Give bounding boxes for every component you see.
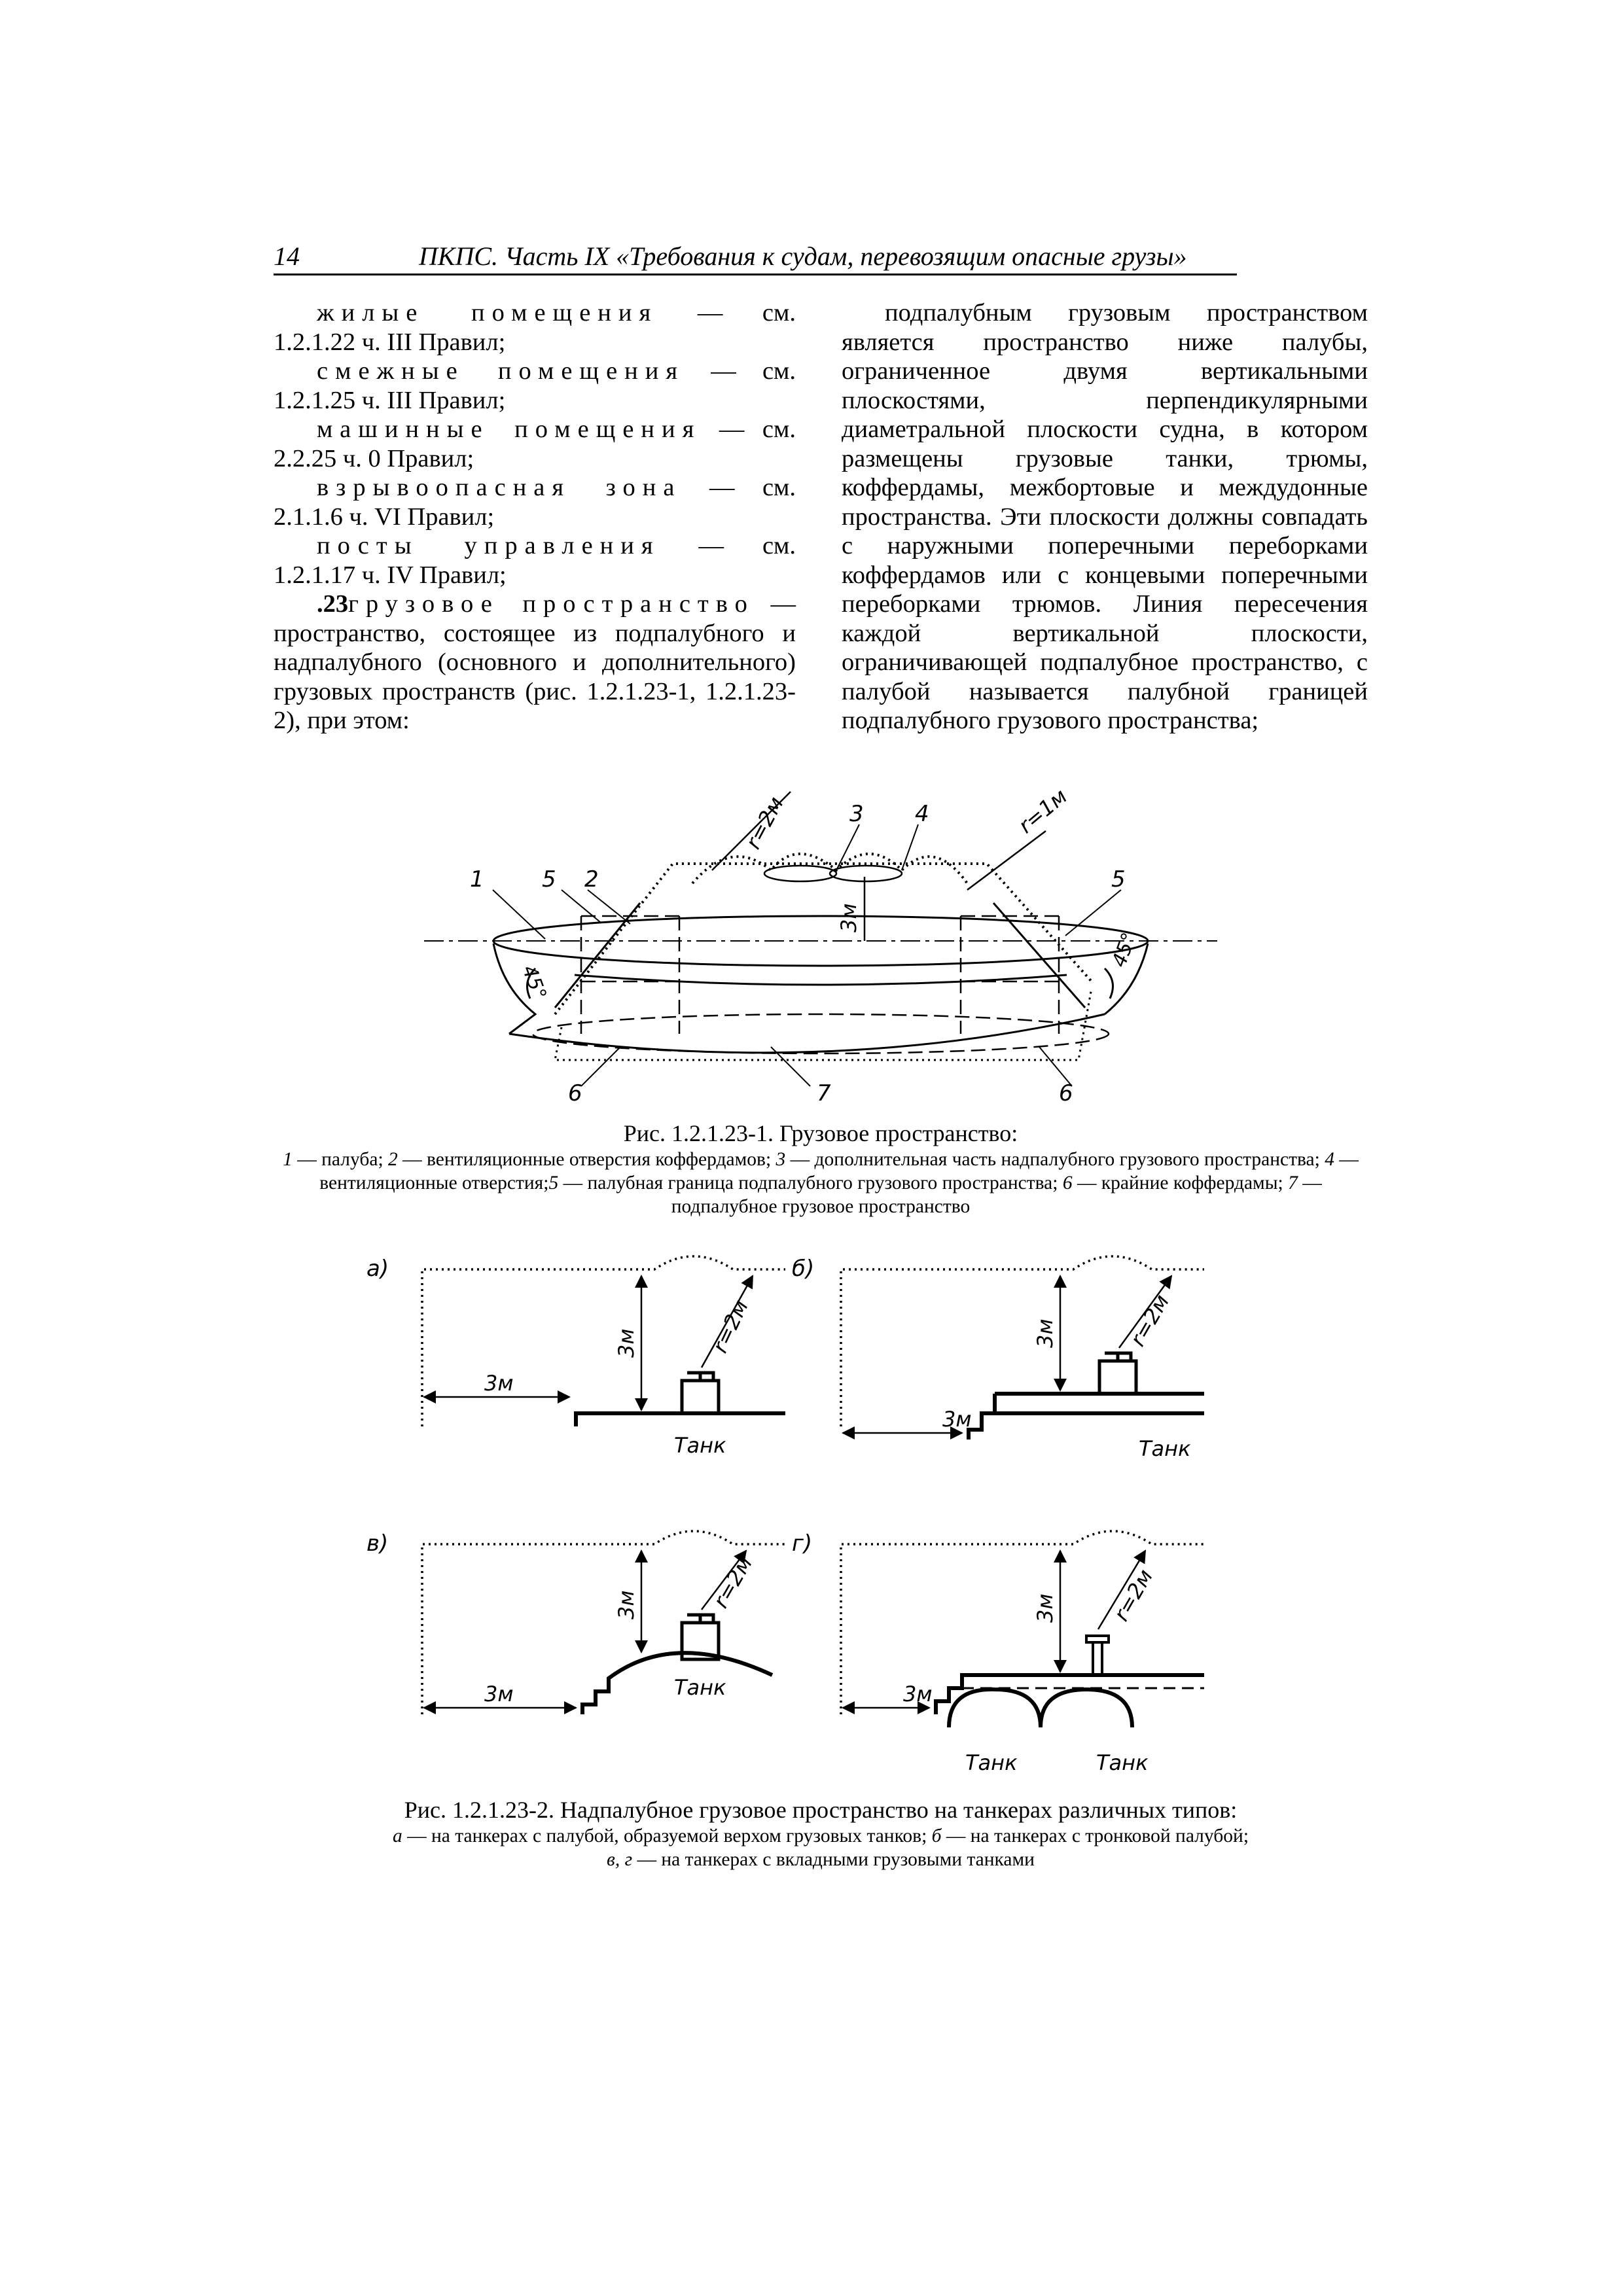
figure2-caption-title: Рис. 1.2.1.23-2. Надпалубное грузовое пространство на танкерах различных типов: — [404, 1797, 1238, 1823]
entry-reference: 1.2.1.22 ч. III Правил; — [274, 328, 506, 356]
panel-d-vent — [1086, 1636, 1109, 1675]
left-column — [274, 298, 796, 735]
vent-disk-left — [764, 866, 836, 881]
angle-label-right: 45° — [1107, 929, 1141, 970]
definition-23 — [274, 590, 796, 735]
panel-d-deck — [936, 1675, 1204, 1714]
header-rule — [274, 274, 1237, 275]
figure2-legend: а — на танкерах с палубой, образуемой верхом грузовых танков; б — на танкерах с тронковой палубой; в, г — на танкерах с вкладными грузовыми танками — [392, 1826, 1249, 1870]
definition-entry: посты управления — см. — [317, 532, 796, 559]
panel-a-tank-box — [682, 1381, 719, 1413]
label-6-right: 6 — [1059, 1080, 1073, 1106]
panel-b-radius-label: r=2м — [1125, 1290, 1175, 1351]
label-4: 4 — [915, 801, 929, 827]
panel-b-tank-box — [1099, 1361, 1136, 1394]
panel-b-letter: б) — [792, 1256, 815, 1282]
entry-term: смежные помещения — [317, 357, 685, 385]
entry-reference: 1.2.1.25 ч. III Правил; — [274, 386, 506, 414]
radius-1m-line — [967, 831, 1046, 890]
panel-d-letter: г) — [792, 1530, 813, 1557]
figure1-caption-title: Рис. 1.2.1.23-1. Грузовое пространство: — [623, 1120, 1018, 1146]
right-column — [842, 298, 1368, 735]
panel-d-distance-label: 3м — [903, 1682, 933, 1706]
panel-b-height-label: 3м — [1033, 1318, 1058, 1348]
panel-a-letter: а) — [366, 1256, 389, 1282]
entry-term: жилые помещения — [317, 299, 658, 327]
figure1-caption — [274, 1119, 1368, 1218]
label-5-right: 5 — [1111, 866, 1126, 892]
panel-a-deck — [576, 1413, 785, 1426]
figure1-legend: 1 — палуба; 2 — вентиляционные отверстия коффердамов; 3 — дополнительная часть надпалубного грузового пространства; 4 — вентиляционные отверстия;5 — палубная граница подпалубного грузового пространства; 6 — крайние коффердамы; 7 — подпалубное грузовое пространство — [283, 1149, 1359, 1217]
entry-reference: 1.2.1.17 ч. IV Правил; — [274, 561, 507, 589]
lower-dotted-boundary — [555, 988, 1092, 1060]
panel-d-boundary — [841, 1531, 1204, 1714]
label-3: 3 — [849, 801, 864, 827]
label-1: 1 — [470, 866, 484, 892]
panel-d-height-label: 3м — [1033, 1593, 1058, 1623]
panel-d — [841, 1531, 1204, 1727]
panel-a-distance-label: 3м — [484, 1371, 514, 1396]
cofferdam-right — [961, 916, 1059, 1034]
panel-b-tank-label: Танк — [1139, 1436, 1191, 1461]
definition-entry: жилые помещения — см. — [317, 299, 796, 327]
panel-c-boundary — [422, 1531, 785, 1714]
clause-number: .23 — [317, 590, 349, 618]
clause-term: грузовое пространство — [348, 590, 755, 618]
slope-line-left — [555, 903, 640, 1008]
panel-c-distance-label: 3м — [484, 1682, 514, 1706]
figure2-caption — [274, 1795, 1368, 1871]
entry-term: машинные помещения — [317, 415, 702, 443]
panel-c-height-label: 3м — [614, 1590, 639, 1619]
angle-label-left: 45° — [517, 962, 551, 1003]
panel-d-tank-label-1: Танк — [965, 1750, 1018, 1775]
height-3m-label: 3м — [836, 903, 861, 932]
leader-2 — [588, 890, 630, 924]
vent-disk-right — [830, 866, 902, 881]
panel-c-letter: в) — [366, 1530, 389, 1557]
angle-arc-right — [1105, 968, 1113, 998]
entry-term: взрывоопасная зона — [317, 474, 682, 501]
radius-1m-label: r=1м — [1013, 783, 1072, 839]
label-6-left: 6 — [568, 1080, 582, 1106]
entry-reference: 2.1.1.6 ч. VI Правил; — [274, 503, 495, 531]
panel-c-tank-label: Танк — [674, 1675, 726, 1700]
above-deck-boundary — [555, 864, 1092, 1014]
panel-a-height-label: 3м — [614, 1328, 639, 1358]
figure-cargo-area — [274, 772, 1368, 1112]
slope-line-right — [993, 903, 1085, 1008]
figure-tanker-types — [366, 1243, 1257, 1793]
definition-entry: взрывоопасная зона — см. — [317, 474, 796, 501]
panel-d-radius-label: r=2м — [1109, 1564, 1158, 1625]
entry-term: посты управления — [317, 532, 660, 559]
label-7: 7 — [817, 1080, 831, 1106]
running-title: ПКПС. Часть IX «Требования к судам, перевозящим опасные грузы» — [419, 241, 1187, 271]
tweendeck-line — [575, 975, 1067, 985]
panel-b-distance-label: 3м — [942, 1407, 972, 1432]
leader-4 — [902, 824, 918, 870]
panel-b — [841, 1256, 1204, 1439]
clause-text: — пространство, состоящее из подпалубного и надпалубного (основного и дополнительного) грузовых пространств (рис. 1.2.1.23-1, 1.2.1.23-2), при этом: — [274, 590, 796, 734]
definition-entry: машинные помещения — см. — [317, 415, 796, 443]
panel-d-tanks — [949, 1689, 1132, 1727]
panel-c-radius-label: r=2м — [708, 1551, 758, 1612]
panel-d-tank-label-2: Танк — [1096, 1750, 1149, 1775]
entry-reference: 2.2.25 ч. 0 Правил; — [274, 444, 474, 472]
label-2: 2 — [584, 866, 599, 892]
right-paragraph: подпалубным грузовым пространством является пространство ниже палубы, ограниченное двумя вертикальными плоскостями, перпендикулярными диаметральной плоскости судна, в котором размещены грузовые танки, трюмы, коффердамы, межбортовые и междудонные пространства. Эти плоскости должны совпадать с наружными поперечными переборками коффердамов или с концевыми поперечными переборками трюмов. Линия пересечения каждой вертикальной плоскости, ограничивающей подпалубное пространство, с палубой называется палубной границей подпалубного грузового пространства; — [842, 299, 1368, 734]
label-5-left: 5 — [542, 866, 556, 892]
definition-entry: смежные помещения — см. — [317, 357, 796, 385]
panel-a-tank-label: Танк — [674, 1433, 726, 1458]
page-number: 14 — [274, 241, 300, 271]
cofferdam-left — [581, 916, 679, 1034]
leader-6-left — [581, 1047, 620, 1086]
page-header — [274, 236, 1237, 274]
panel-c — [422, 1531, 785, 1714]
radius-2m-label: r=2м — [740, 792, 789, 853]
panel-b-deck-lower — [969, 1413, 1204, 1439]
panel-a-radius-label: r=2м — [707, 1296, 753, 1357]
